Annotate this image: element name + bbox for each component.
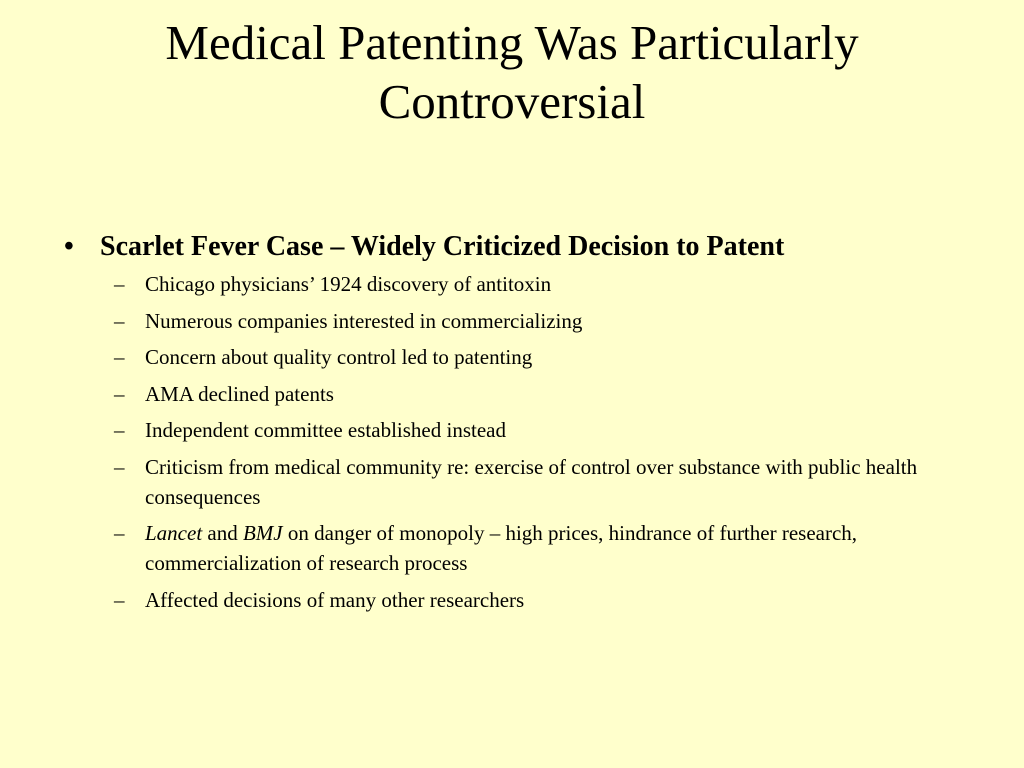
sub-bullet-text: Chicago physicians’ 1924 discovery of antitoxin [145, 272, 552, 296]
dash-marker: – [114, 345, 125, 369]
sub-bullet-item [114, 379, 960, 409]
sub-bullet-item [114, 415, 960, 445]
slide-title-line-2: Controversial [378, 73, 646, 129]
sub-bullet-text: Concern about quality control led to patenting [145, 345, 533, 369]
journal-joiner: and [202, 521, 243, 545]
sub-bullet-item [114, 585, 960, 615]
journal-name-bmj: BMJ [242, 521, 283, 545]
main-bullet [60, 229, 960, 265]
bullet-marker: • [64, 231, 74, 262]
sub-bullet-item [114, 452, 960, 512]
sub-bullet-item [114, 306, 960, 336]
sub-bullet-text: AMA declined patents [145, 381, 334, 406]
dash-marker: – [114, 587, 125, 612]
slide-title [40, 14, 984, 132]
slide-body [60, 229, 960, 621]
sub-bullet-item [114, 269, 960, 299]
journal-item-rest: on danger of monopoly – high prices, hindrance of further research, commercialization of research process [145, 521, 858, 575]
dash-marker: – [114, 521, 125, 545]
slide-title-line-1: Medical Patenting Was Particularly [165, 15, 859, 70]
sub-bullet-text [145, 518, 960, 578]
journal-name-lancet: Lancet [145, 521, 203, 545]
dash-marker: – [114, 454, 125, 479]
sub-bullet-item [114, 342, 960, 372]
sub-bullet-text: Criticism from medical community re: exercise of control over substance with public health consequences [145, 454, 918, 509]
sub-bullet-list [60, 269, 960, 615]
dash-marker: – [114, 308, 125, 333]
sub-bullet-text: Independent committee established instead [145, 418, 506, 442]
sub-bullet-text: Numerous companies interested in commercializing [145, 308, 583, 333]
dash-marker: – [114, 418, 125, 442]
dash-marker: – [114, 272, 125, 296]
main-bullet-text: Scarlet Fever Case – Widely Criticized Decision to Patent [100, 231, 785, 262]
sub-bullet-text: Affected decisions of many other researchers [145, 587, 525, 612]
dash-marker: – [114, 381, 125, 406]
sub-bullet-item [114, 518, 960, 578]
